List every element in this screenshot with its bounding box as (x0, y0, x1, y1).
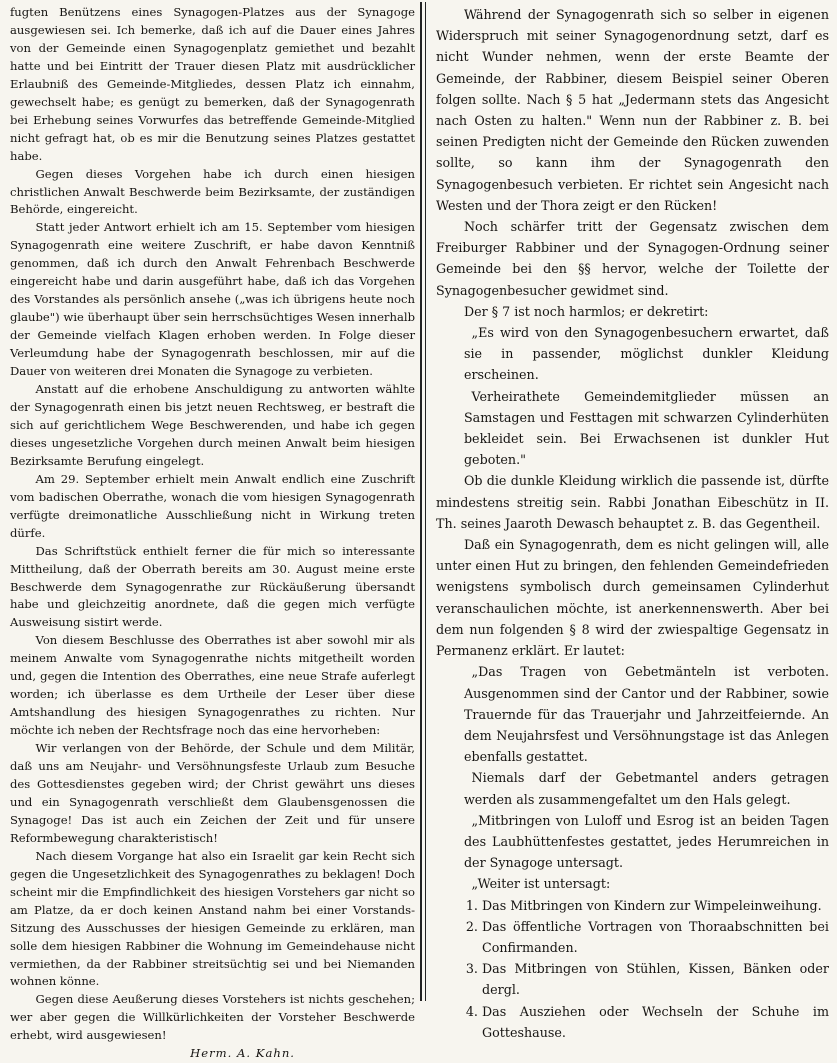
paragraph: Während der Synagogenrath sich so selber in eigenen Widerspruch mit seiner Synagogenordnung setzt, darf es nicht Wunder nehmen, wenn der erste Beamte der Gemeinde, der Rabbiner, diesem Beispiel seiner Oberen folgen sollte. Nach § 5 hat „Jedermann stets das Angesicht nach Osten zu halten." Wenn nun der Rabbiner z. B. bei seinen Predigten nicht der Gemeinde den Rücken zuwenden sollte, so kann ihm der Synagogenrath den Synagogenbesuch verbieten. Er richtet sein Angesicht nach Westen und der Thora zeigt er den Rücken! (436, 7, 829, 213)
list-item: 2. Das öffentliche Vortragen von Thoraabschnitten bei Confirmanden. (482, 916, 829, 958)
list-item: 4. Das Ausziehen oder Wechseln der Schuhe im Gotteshause. (482, 1001, 829, 1043)
column-divider (420, 2, 422, 1001)
author-signature: Herm. A. Kahn. (190, 1046, 295, 1061)
paragraph: Das Schriftstück enthielt ferner die für mich so interessante Mittheilung, daß der Oberrath bereits am 30. August meine erste Beschwerde dem Synagogenrathe zur Rückäußerung übersandt habe und gleichzeitig anordnete, daß die gegen mich verfügte Ausweisung sistirt werde. (10, 543, 415, 630)
quoted-statute: „Das Tragen von Gebetmänteln ist verboten. Ausgenommen sind der Cantor und der Rabbiner, sowie Trauernde für das Trauerjahr und Jahrzeitfeiernde. An dem Neujahrsfest und Versöhnungstage ist das Anlegen ebenfalls gestattet. (463, 664, 829, 765)
list-item: 1. Das Mitbringen von Kindern zur Wimpeleinweihung. (482, 895, 829, 916)
paragraph: Wir verlangen von der Behörde, der Schule und dem Militär, daß uns am Neujahr- und Versöhnungsfeste Urlaub zum Besuche des Gottesdienstes gegeben wird; der Christ gewährt uns dieses und ein Synagogenrath verschließt dem Glaubensgenossen die Synagoge! Das ist auch ein Zeichen der Zeit und für unsere Reformbewegung charakteristisch! (10, 741, 415, 845)
quoted-statute: Niemals darf der Gebetmantel anders getragen werden als zusammengefaltet um den Hals gelegt. (463, 770, 829, 807)
quoted-statute: Verheirathete Gemeindemitglieder müssen an Samstagen und Festtagen mit schwarzen Cylinderhüten bekleidet sein. Bei Erwachsenen ist dunkler Hut geboten." (463, 388, 829, 468)
paragraph: Von diesem Beschlusse des Oberrathes ist aber sowohl mir als meinem Anwalte vom Synagogenrathe nichts mitgetheilt worden und, gegen die Intention des Oberrathes, eine neue Strafe auferlegt worden; ich überlasse es dem Urtheile der Leser über diese Amtshandlung des hiesigen Synagogenrathes zu richten. Nur möchte ich neben der Rechtsfrage noch das eine hervorheben: (10, 633, 415, 738)
paragraph: Am 29. September erhielt mein Anwalt endlich eine Zuschrift vom badischen Oberrathe, wonach die vom hiesigen Synagogenrath verfügte dreimonatliche Ausschließung nicht in Wirkung treten dürfe. (10, 471, 415, 540)
paragraph: Anstatt auf die erhobene Anschuldigung zu antworten wählte der Synagogenrath einen bis jetzt neuen Rechtsweg, er bestraft die sich auf gerichtlichem Wege Beschwerenden, und habe ich gegen dieses ungesetzliche Vorgehen durch meinen Anwalt beim hiesigen Bezirksamte Berufung eingelegt. (10, 382, 415, 468)
right-column (436, 4, 829, 1040)
paragraph: Der § 7 ist noch harmlos; er dekretirt: (463, 303, 709, 319)
column-divider (425, 2, 426, 1001)
quoted-statute: „Weiter ist untersagt: (471, 876, 611, 892)
paragraph: Gegen dieses Vorgehen habe ich durch einen hiesigen christlichen Anwalt Beschwerde beim Bezirksamte, der zuständigen Behörde, eingereicht. (10, 166, 415, 217)
paragraph: Gegen diese Aeußerung dieses Vorstehers ist nichts geschehen; wer aber gegen die Willkürlichkeiten der Vorsteher Beschwerde erhebt, wird ausgewiesen! (10, 992, 415, 1043)
paragraph: Nach diesem Vorgange hat also ein Israelit gar kein Recht sich gegen die Ungesetzlichkeit des Synagogenrathes zu beklagen! Doch scheint mir die Empfindlichkeit des hiesigen Vorstehers gar nicht so am Platze, da er doch keinen Anstand nahm bei einer Vorstands-Sitzung des Ausschusses der hiesigen Gemeinde zu erklären, man solle dem hiesigen Rabbiner die Wohnung im Gemeindehause nicht vermiethen, da der Rabbiner streitsüchtig sei und bei Niemanden wohnen könne. (10, 848, 415, 989)
list-item: 3. Das Mitbringen von Stühlen, Kissen, Bänken oder dergl. (482, 958, 829, 1000)
paragraph: fugten Benützens eines Synagogen-Platzes aus der Synagoge ausgewiesen sei. Ich bemerke, daß ich auf die Dauer eines Jahres von der Gemeinde einen Synagogenplatz gemiethet und bezahlt hatte und bei Eintritt der Trauer diesen Platz mit ausdrücklicher Erlaubniß des Gemeinde-Mitgliedes, dessen Platz ich einnahm, gewechselt habe; es genügt zu bemerken, daß der Synagogenrath bei Erhebung seines Vorwurfes das betreffende Gemeinde-Mitglied nicht gefragt hat, ob es mir die Benutzung seines Platzes gestattet habe. (10, 5, 415, 163)
paragraph: Ob die dunkle Kleidung wirklich die passende ist, dürfte mindestens streitig sein. Rabbi Jonathan Eibeschütz in II. Th. seines Jaaroth Dewasch behauptet z. B. das Gegentheil. (436, 473, 829, 531)
paragraph: Statt jeder Antwort erhielt ich am 15. September vom hiesigen Synagogenrath eine weitere Zuschrift, er habe davon Kenntniß genommen, daß ich durch den Anwalt Fehrenbach Beschwerde eingereicht habe und darin ausgeführt habe, daß ich das Vorgehen des Vorstandes als persönlich ansehe („was ich übrigens heute noch glaube") wie überhaupt über sein herrschsüchtiges Wesen innerhalb der Gemeinde vielfach Klagen erhoben werden. In Folge dieser Verleumdung habe der Synagogenrath beschlossen, mir auf die Dauer von weiteren drei Monaten die Synagoge zu verbieten. (10, 220, 415, 379)
paragraph: Noch schärfer tritt der Gegensatz zwischen dem Freiburger Rabbiner und der Synagogen-Ordnung seiner Gemeinde bei den §§ hervor, welche der Toilette der Synagogenbesucher gewidmet sind. (436, 219, 829, 298)
quoted-statute: „Es wird von den Synagogenbesuchern erwartet, daß sie in passender, möglichst dunkler Kleidung erscheinen. (463, 325, 829, 383)
quoted-statute: „Mitbringen von Luloff und Esrog ist an beiden Tagen des Laubhüttenfestes gestattet, jedes Herumreichen in der Synagoge untersagt. (463, 812, 829, 871)
paragraph: Daß ein Synagogenrath, dem es nicht gelingen will, alle unter einen Hut zu bringen, den fehlenden Gemeindefrieden wenigstens symbolisch durch gemeinsamen Cylinderhut veranschaulichen möchte, ist anerkennenswerth. Aber bei dem nun folgenden § 8 wird der zwiespaltige Gegensatz in Permanenz erklärt. Er lautet: (436, 537, 829, 659)
left-column (10, 4, 415, 1061)
prohibition-list (436, 895, 829, 1043)
